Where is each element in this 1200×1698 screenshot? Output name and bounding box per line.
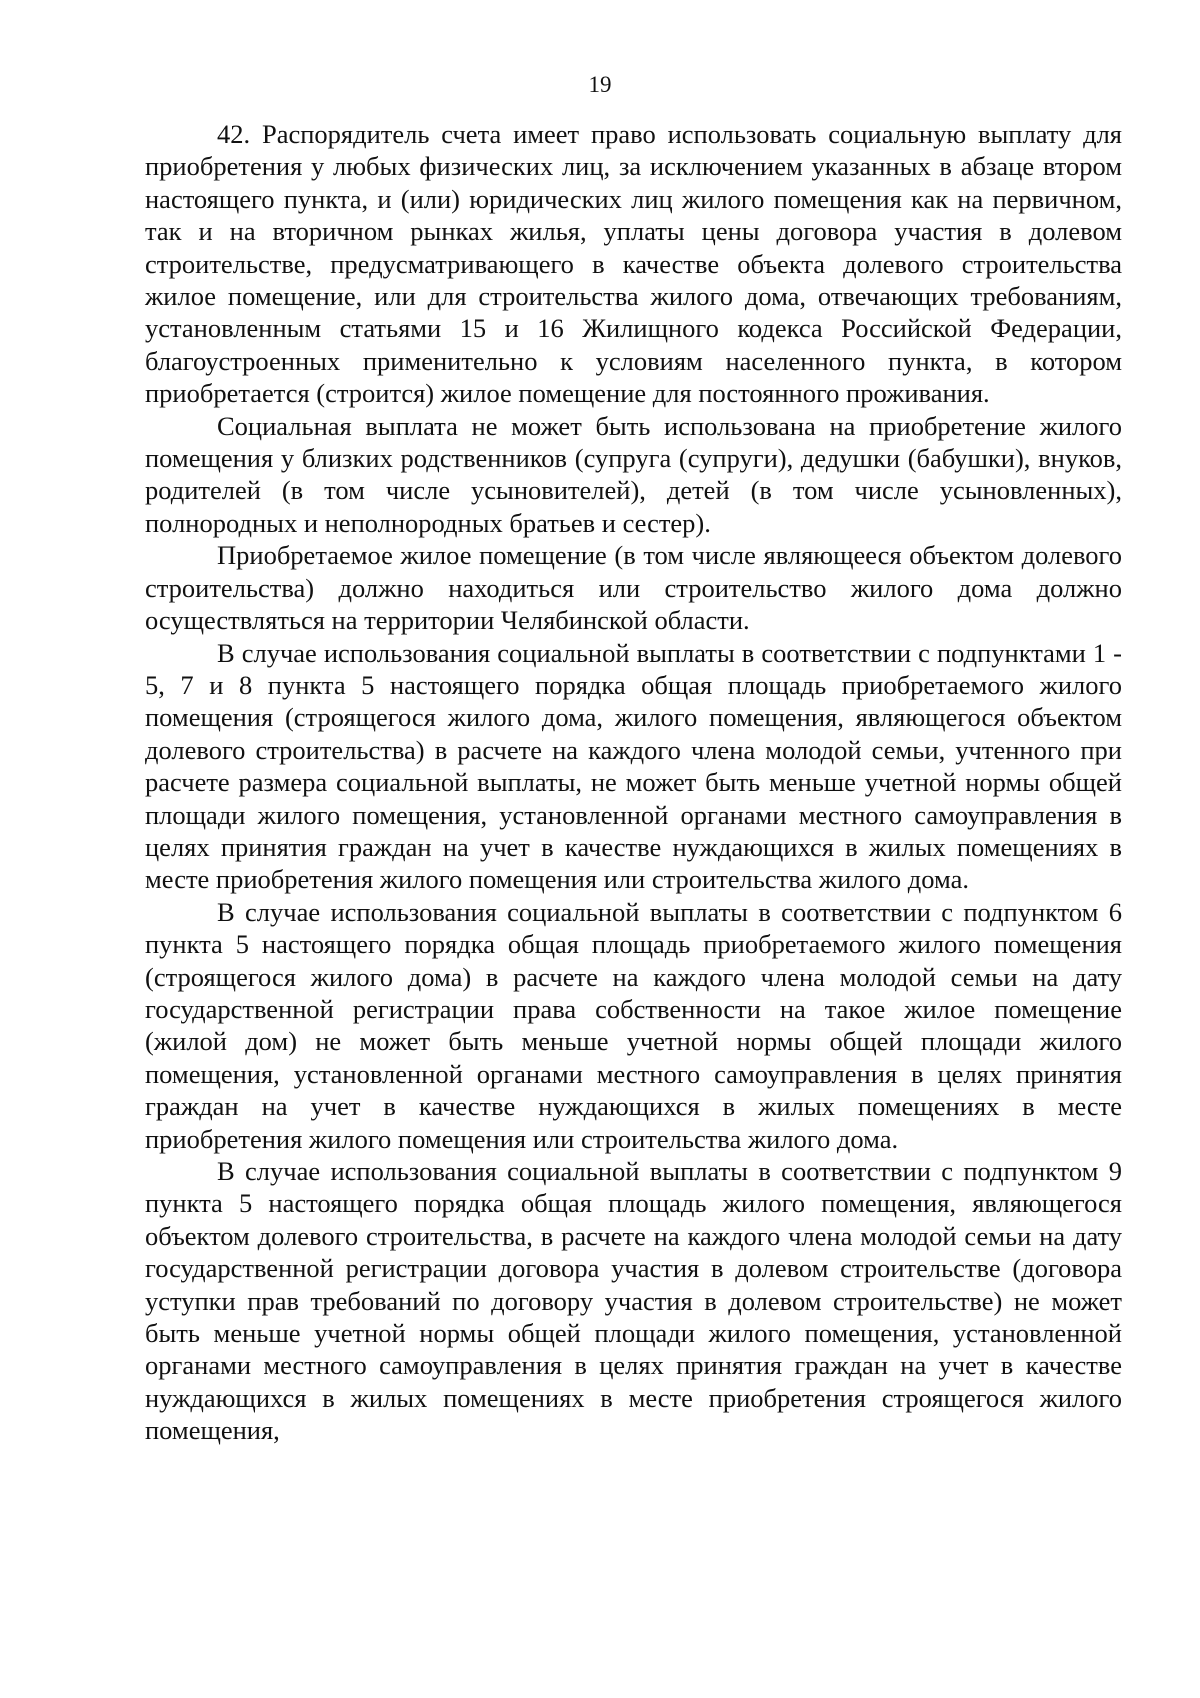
page-number: 19 [588, 72, 612, 97]
paragraph-relatives-restriction: Социальная выплата не может быть использована на приобретение жилого помещения у близких родственников (супруга (супруги), дедушки (бабушки), внуков, родителей (в том числе усыновителей), детей (в том числе усыновленных), полнородных и неполнородных братьев и сестер). [145, 410, 1122, 538]
paragraph-42: 42. Распорядитель счета имеет право использовать социальную выплату для приобретения у любых физических лиц, за исключением указанных в абзаце втором настоящего пункта, и (или) юридических лиц жилого помещения как на первичном, так и на вторичном рынках жилья, уплаты цены договора участия в долевом строительстве, предусматривающего в качестве объекта долевого строительства жилое помещение, или для строительства жилого дома, отвечающих требованиям, установленным статьями 15 и 16 Жилищного кодекса Российской Федерации, благоустроенных применительно к условиям населенного пункта, в котором приобретается (строится) жилое помещение для постоянного проживания. [145, 119, 1122, 409]
paragraph-subpoint-9: В случае использования социальной выплаты в соответствии с подпунктом 9 пункта 5 настоящего порядка общая площадь жилого помещения, являющегося объектом долевого строительства, в расчете на каждого члена молодой семьи на дату государственной регистрации договора участия в долевом строительстве (договора уступки прав требований по договору участия в долевом строительстве) не может быть меньше учетной нормы общей площади жилого помещения, установленной органами местного самоуправления в целях принятия граждан на учет в качестве нуждающихся в жилых помещениях в месте приобретения строящегося жилого помещения, [145, 1156, 1122, 1446]
paragraph-chelyabinsk-territory: Приобретаемое жилое помещение (в том числе являющееся объектом долевого строительства) должно находиться или строительство жилого дома должно осуществляться на территории Челябинской области. [145, 540, 1122, 636]
paragraph-subpoints-1-5-7-8: В случае использования социальной выплаты в соответствии с подпунктами 1 - 5, 7 и 8 пункта 5 настоящего порядка общая площадь приобретаемого жилого помещения (строящегося жилого дома, жилого помещения, являющегося объектом долевого строительства) в расчете на каждого члена молодой семьи, учтенного при расчете размера социальной выплаты, не может быть меньше учетной нормы общей площади жилого помещения, установленной органами местного самоуправления в целях принятия граждан на учет в качестве нуждающихся в жилых помещениях в месте приобретения жилого помещения или строительства жилого дома. [145, 637, 1122, 895]
document-body [145, 118, 1122, 1447]
paragraph-subpoint-6: В случае использования социальной выплаты в соответствии с подпунктом 6 пункта 5 настоящего порядка общая площадь приобретаемого жилого помещения (строящегося жилого дома) в расчете на каждого члена молодой семьи на дату государственной регистрации права собственности на такое жилое помещение (жилой дом) не может быть меньше учетной нормы общей площади жилого помещения, установленной органами местного самоуправления в целях принятия граждан на учет в качестве нуждающихся в жилых помещениях в месте приобретения жилого помещения или строительства жилого дома. [145, 896, 1122, 1154]
